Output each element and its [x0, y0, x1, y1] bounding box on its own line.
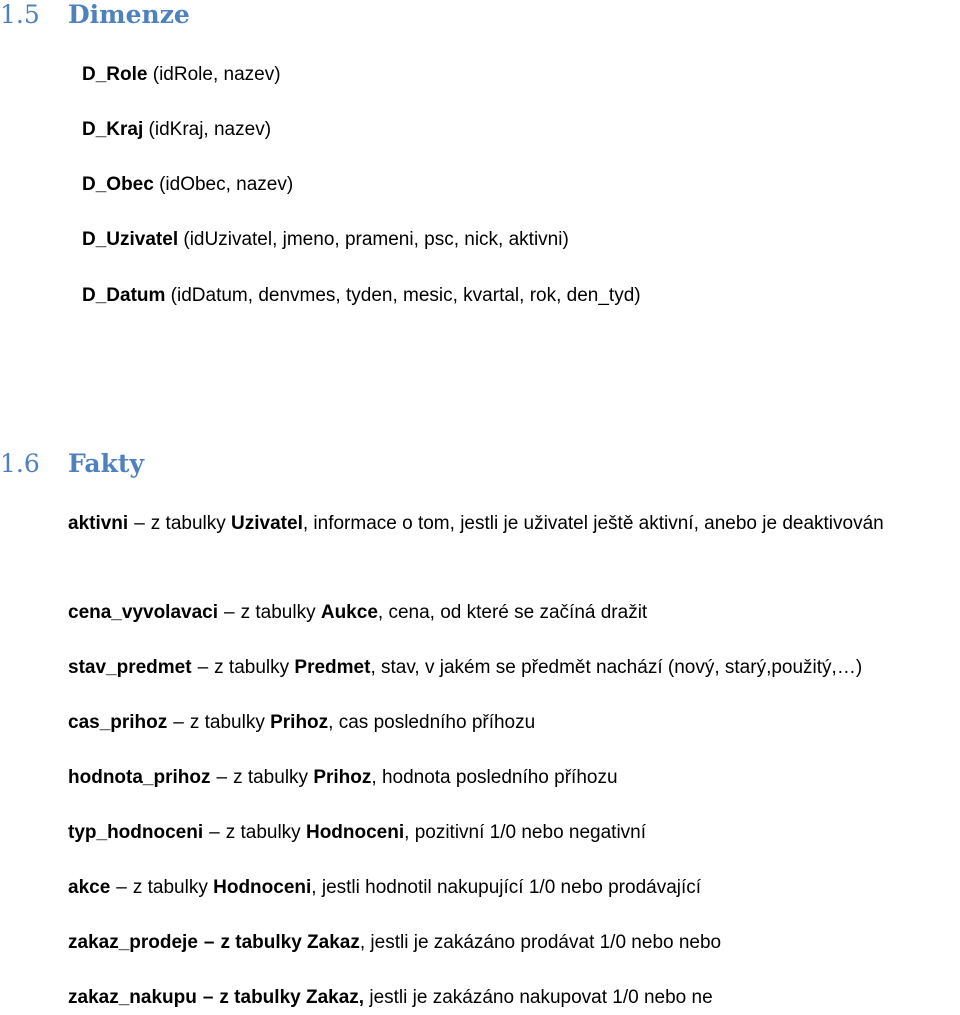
fact-table: Uzivatel — [231, 513, 303, 534]
fact-name: cena_vyvolavaci — [68, 602, 219, 623]
dimension-fields: (idObec, nazev) — [153, 174, 294, 195]
fact-pre: z tabulky — [132, 877, 214, 898]
fact-pre: z tabulky — [150, 513, 232, 534]
dimension-name: D_Uzivatel — [82, 229, 179, 250]
fact-dash: – — [202, 987, 214, 1008]
fact-dash: – — [224, 602, 235, 623]
dimension-fields: (idDatum, denvmes, tyden, mesic, kvartal, rok, den_tyd) — [165, 285, 641, 306]
fact-table: z tabulky Zakaz, — [219, 987, 365, 1008]
fact-item — [68, 761, 960, 795]
dimension-name: D_Kraj — [82, 119, 144, 140]
dimension-item — [82, 230, 569, 249]
dimension-item — [82, 286, 641, 305]
fact-name: hodnota_prihoz — [68, 767, 211, 788]
fact-item — [68, 507, 953, 541]
dimension-name: D_Role — [82, 64, 148, 85]
fact-desc: , stav, v jakém se předmět nachází (nový, starý,použitý,…) — [370, 657, 863, 678]
fact-desc: , hodnota posledního příhozu — [371, 767, 618, 788]
fact-table: z tabulky Zakaz — [220, 932, 360, 953]
dimension-fields: (idRole, nazev) — [147, 64, 281, 85]
fact-desc: , jestli hodnotil nakupující 1/0 nebo prodávající — [311, 877, 702, 898]
fact-name: zakaz_prodeje — [68, 932, 198, 953]
dimension-name: D_Obec — [82, 174, 154, 195]
section-number: 1.6 — [0, 449, 40, 478]
fact-item — [68, 706, 960, 740]
fact-pre: z tabulky — [189, 712, 271, 733]
fact-pre: z tabulky — [240, 602, 321, 623]
fact-pre: z tabulky — [233, 767, 314, 788]
fact-desc: , jestli je zakázáno prodávat 1/0 nebo nebo — [359, 932, 722, 953]
section-title: Fakty — [68, 449, 144, 478]
fact-dash: – — [134, 513, 145, 534]
fact-pre: z tabulky — [214, 657, 295, 678]
dimension-item — [82, 65, 281, 84]
fact-name: cas_prihoz — [68, 712, 168, 733]
section-title: Dimenze — [68, 0, 190, 29]
dimension-fields: (idKraj, nazev) — [143, 119, 272, 140]
dimension-item — [82, 175, 293, 194]
fact-dash: – — [203, 932, 215, 953]
fact-name: stav_predmet — [68, 657, 192, 678]
dimension-fields: (idUzivatel, jmeno, prameni, psc, nick, aktivni) — [178, 229, 569, 250]
fact-item — [68, 596, 960, 630]
fact-table: Predmet — [294, 657, 371, 678]
fact-desc: , cena, od které se začíná dražit — [377, 602, 648, 623]
fact-desc: jestli je zakázáno nakupovat 1/0 nebo ne — [364, 987, 713, 1008]
fact-dash: – — [216, 767, 228, 788]
fact-table: Aukce — [320, 602, 378, 623]
fact-table: Prihoz — [270, 712, 329, 733]
fact-table: Hodnoceni — [305, 822, 405, 843]
fact-name: aktivni — [68, 513, 129, 534]
fact-name: zakaz_nakupu — [68, 987, 197, 1008]
section-heading-dimenze — [0, 2, 190, 27]
fact-item — [68, 871, 960, 905]
section-number: 1.5 — [0, 0, 40, 29]
section-heading-fakty — [0, 451, 144, 476]
fact-dash: – — [116, 877, 127, 898]
fact-dash: – — [173, 712, 184, 733]
fact-dash: – — [197, 657, 209, 678]
dimension-item — [82, 120, 271, 139]
fact-item — [68, 651, 960, 685]
fact-pre: z tabulky — [225, 822, 306, 843]
dimension-name: D_Datum — [82, 285, 166, 306]
fact-table: Prihoz — [313, 767, 372, 788]
fact-name: typ_hodnoceni — [68, 822, 204, 843]
fact-name: akce — [68, 877, 111, 898]
fact-item — [68, 816, 960, 850]
fact-desc: , cas posledního příhozu — [328, 712, 536, 733]
fact-table: Hodnoceni — [213, 877, 312, 898]
fact-desc: , informace o tom, jestli je uživatel ještě aktivní, anebo je deaktivován — [302, 513, 884, 534]
fact-desc: , pozitivní 1/0 nebo negativní — [404, 822, 647, 843]
fact-dash: – — [209, 822, 220, 843]
fact-item — [68, 926, 960, 960]
